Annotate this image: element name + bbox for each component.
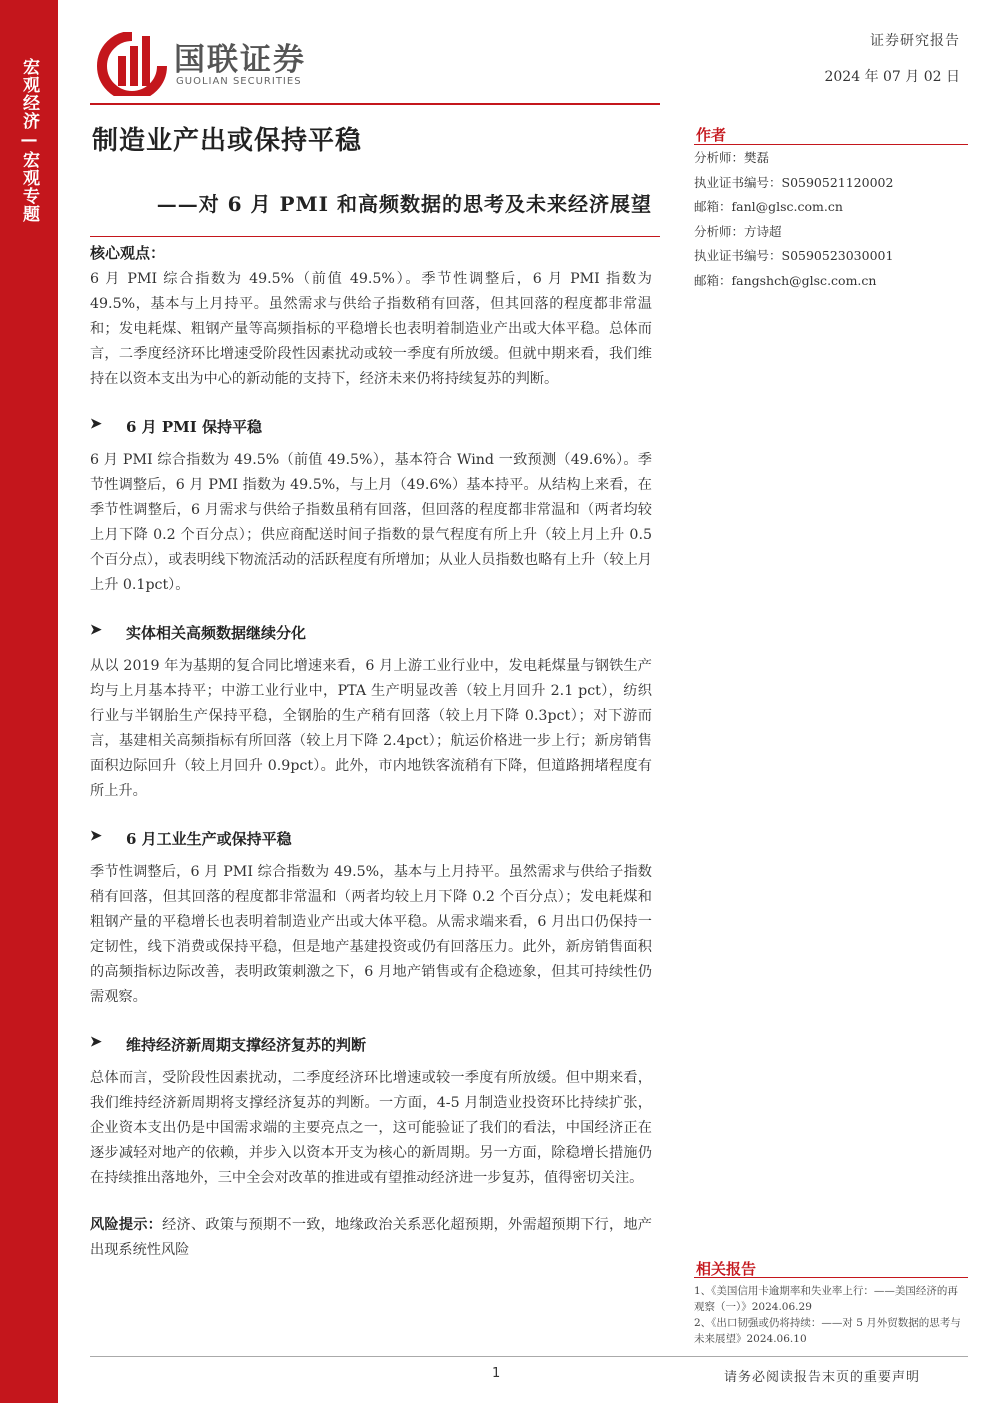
sidebar [0, 0, 58, 1403]
page-number: 1 [492, 1366, 501, 1381]
arrow-bullet-icon: ➤ [90, 1034, 102, 1050]
section-heading-text: 实体相关高频数据继续分化 [126, 624, 307, 642]
core-view-text: 6 月 PMI 综合指数为 49.5%（前值 49.5%）。季节性调整后，6 月 PMI 指数为 49.5%，基本与上月持平。虽然需求与供给子指数稍有回落，但其回落的程度都非常温和；发电耗煤、粗钢产量等高频指标的平稳增长也表明着制造业产出或大体平稳。总体而言，二季度经济环比增速受阶段性因素扰动或较一季度有所放缓。但就中期来看，我们维持在以资本支出为中心的新动能的支持下，经济未来仍将持续复苏的判断。 [90, 271, 652, 387]
arrow-bullet-icon: ➤ [90, 416, 102, 432]
section-heading [90, 622, 652, 643]
section-body: 6 月 PMI 综合指数为 49.5%（前值 49.5%），基本符合 Wind 一致预测（49.6%）。季节性调整后，6 月 PMI 指数为 49.5%，与上月（49.6%）基本持平。从结构上来看，在季节性调整后，6 月需求与供给子指数虽稍有回落，但回落的程度都非常温和（两者均较上月下降 0.2 个百分点）；供应商配送时间子指数的景气程度有所上升（较上月上升 0.5 个百分点），或表明线下物流活动的活跃程度有所增加；从业人员指数也略有上升（较上月上升 0.1pct）。 [90, 452, 652, 593]
arrow-bullet-icon: ➤ [90, 622, 102, 638]
document-type: 证券研究报告 [870, 33, 960, 49]
main-content [90, 242, 652, 1263]
license-number: 执业证书编号：S0590523030001 [694, 248, 894, 263]
report-title: 制造业产出或保持平稳 [92, 126, 363, 156]
header-divider [90, 103, 660, 105]
risk-text: 经济、政策与预期不一致，地缘政治关系恶化超预期，外需超预期下行，地产出现系统性风险 [90, 1217, 652, 1258]
license-number: 执业证书编号：S0590521120002 [694, 174, 894, 190]
core-view-label: 核心观点： [90, 244, 166, 262]
section-heading-text: 6 月 PMI 保持平稳 [126, 418, 263, 436]
logo-name-cn: 国联证券 [174, 42, 306, 78]
related-report-link[interactable]: 1、《美国信用卡逾期率和失业率上行：——美国经济的再观察（一）》2024.06.29 [694, 1285, 958, 1313]
section-heading [90, 416, 652, 437]
risk-label: 风险提示： [90, 1217, 163, 1233]
sidebar-label: 宏观经济—宏观专题 [19, 58, 39, 223]
section-body: 从以 2019 年为基期的复合同比增速来看，6 月上游工业行业中，发电耗煤量与钢铁生产均与上月基本持平；中游工业行业中，PTA 生产明显改善（较上月回升 2.1 pct），纺织行业与半钢胎生产保持平稳，全钢胎的生产稍有回落（较上月下降 0.3pct）；对下游而言，基建相关高频指标有所回落（较上月下降 2.4pct）；航运价格进一步上行；新房销售面积边际回升（较上月回升 0.9pct）。此外，市内地铁客流稍有下降，但道路拥堵程度有所上升。 [90, 658, 652, 799]
section-heading [90, 1034, 652, 1055]
company-logo [96, 32, 356, 96]
analyst-name: 分析师：方诗超 [694, 223, 782, 239]
related-report-link[interactable]: 2、《出口韧强或仍将持续：——对 5 月外贸数据的思考与未来展望》2024.06.10 [694, 1317, 961, 1345]
report-subtitle: ——对 6 月 PMI 和高频数据的思考及未来经济展望 [156, 192, 652, 216]
author-divider [694, 144, 968, 145]
logo-name-en: GUOLIAN SECURITIES [176, 76, 302, 87]
title-divider [90, 236, 660, 237]
author-info [694, 146, 968, 293]
risk-warning [90, 1213, 652, 1263]
section-body: 季节性调整后，6 月 PMI 综合指数为 49.5%，基本与上月持平。虽然需求与供给子指数稍有回落，但其回落的程度都非常温和（两者均较上月下降 0.2 个百分点）；发电耗煤和粗钢产量的平稳增长也表明着制造业产出或大体平稳。从需求端来看，6 月出口仍保持一定韧性，线下消费或保持平稳，但是地产基建投资或仍有回落压力。此外，新房销售面积的高频指标边际改善，表明政策刺激之下，6 月地产销售或有企稳迹象，但其可持续性仍需观察。 [90, 864, 652, 1005]
disclaimer-note: 请务必阅读报告末页的重要声明 [723, 1370, 920, 1385]
guolian-logo-icon [96, 32, 168, 96]
section-heading-text: 6 月工业生产或保持平稳 [126, 830, 292, 848]
analyst-name: 分析师：樊磊 [694, 150, 770, 165]
arrow-bullet-icon: ➤ [90, 828, 102, 844]
related-reports-heading: 相关报告 [696, 1260, 757, 1278]
related-reports [694, 1283, 968, 1347]
section-heading [90, 828, 652, 849]
section-heading-text: 维持经济新周期支撑经济复苏的判断 [126, 1036, 367, 1054]
section-body: 总体而言，受阶段性因素扰动，二季度经济环比增速或较一季度有所放缓。但中期来看，我们维持经济新周期将支撑经济复苏的判断。一方面，4-5 月制造业投资环比持续扩张，企业资本支出仍是中国需求端的主要亮点之一，这可能验证了我们的看法，中国经济正在逐步减轻对地产的依赖，并步入以资本开支为核心的新周期。另一方面，除稳增长措施仍在持续推出落地外，三中全会对改革的推进或有望推动经济进一步复苏，值得密切关注。 [90, 1070, 652, 1186]
author-heading: 作者 [696, 126, 727, 144]
report-date: 2024 年 07 月 02 日 [824, 69, 960, 85]
email-link[interactable]: 邮箱：fangshch@glsc.com.cn [694, 272, 877, 288]
footer-divider [90, 1356, 968, 1357]
email-link[interactable]: 邮箱：fanl@glsc.com.cn [694, 199, 843, 214]
